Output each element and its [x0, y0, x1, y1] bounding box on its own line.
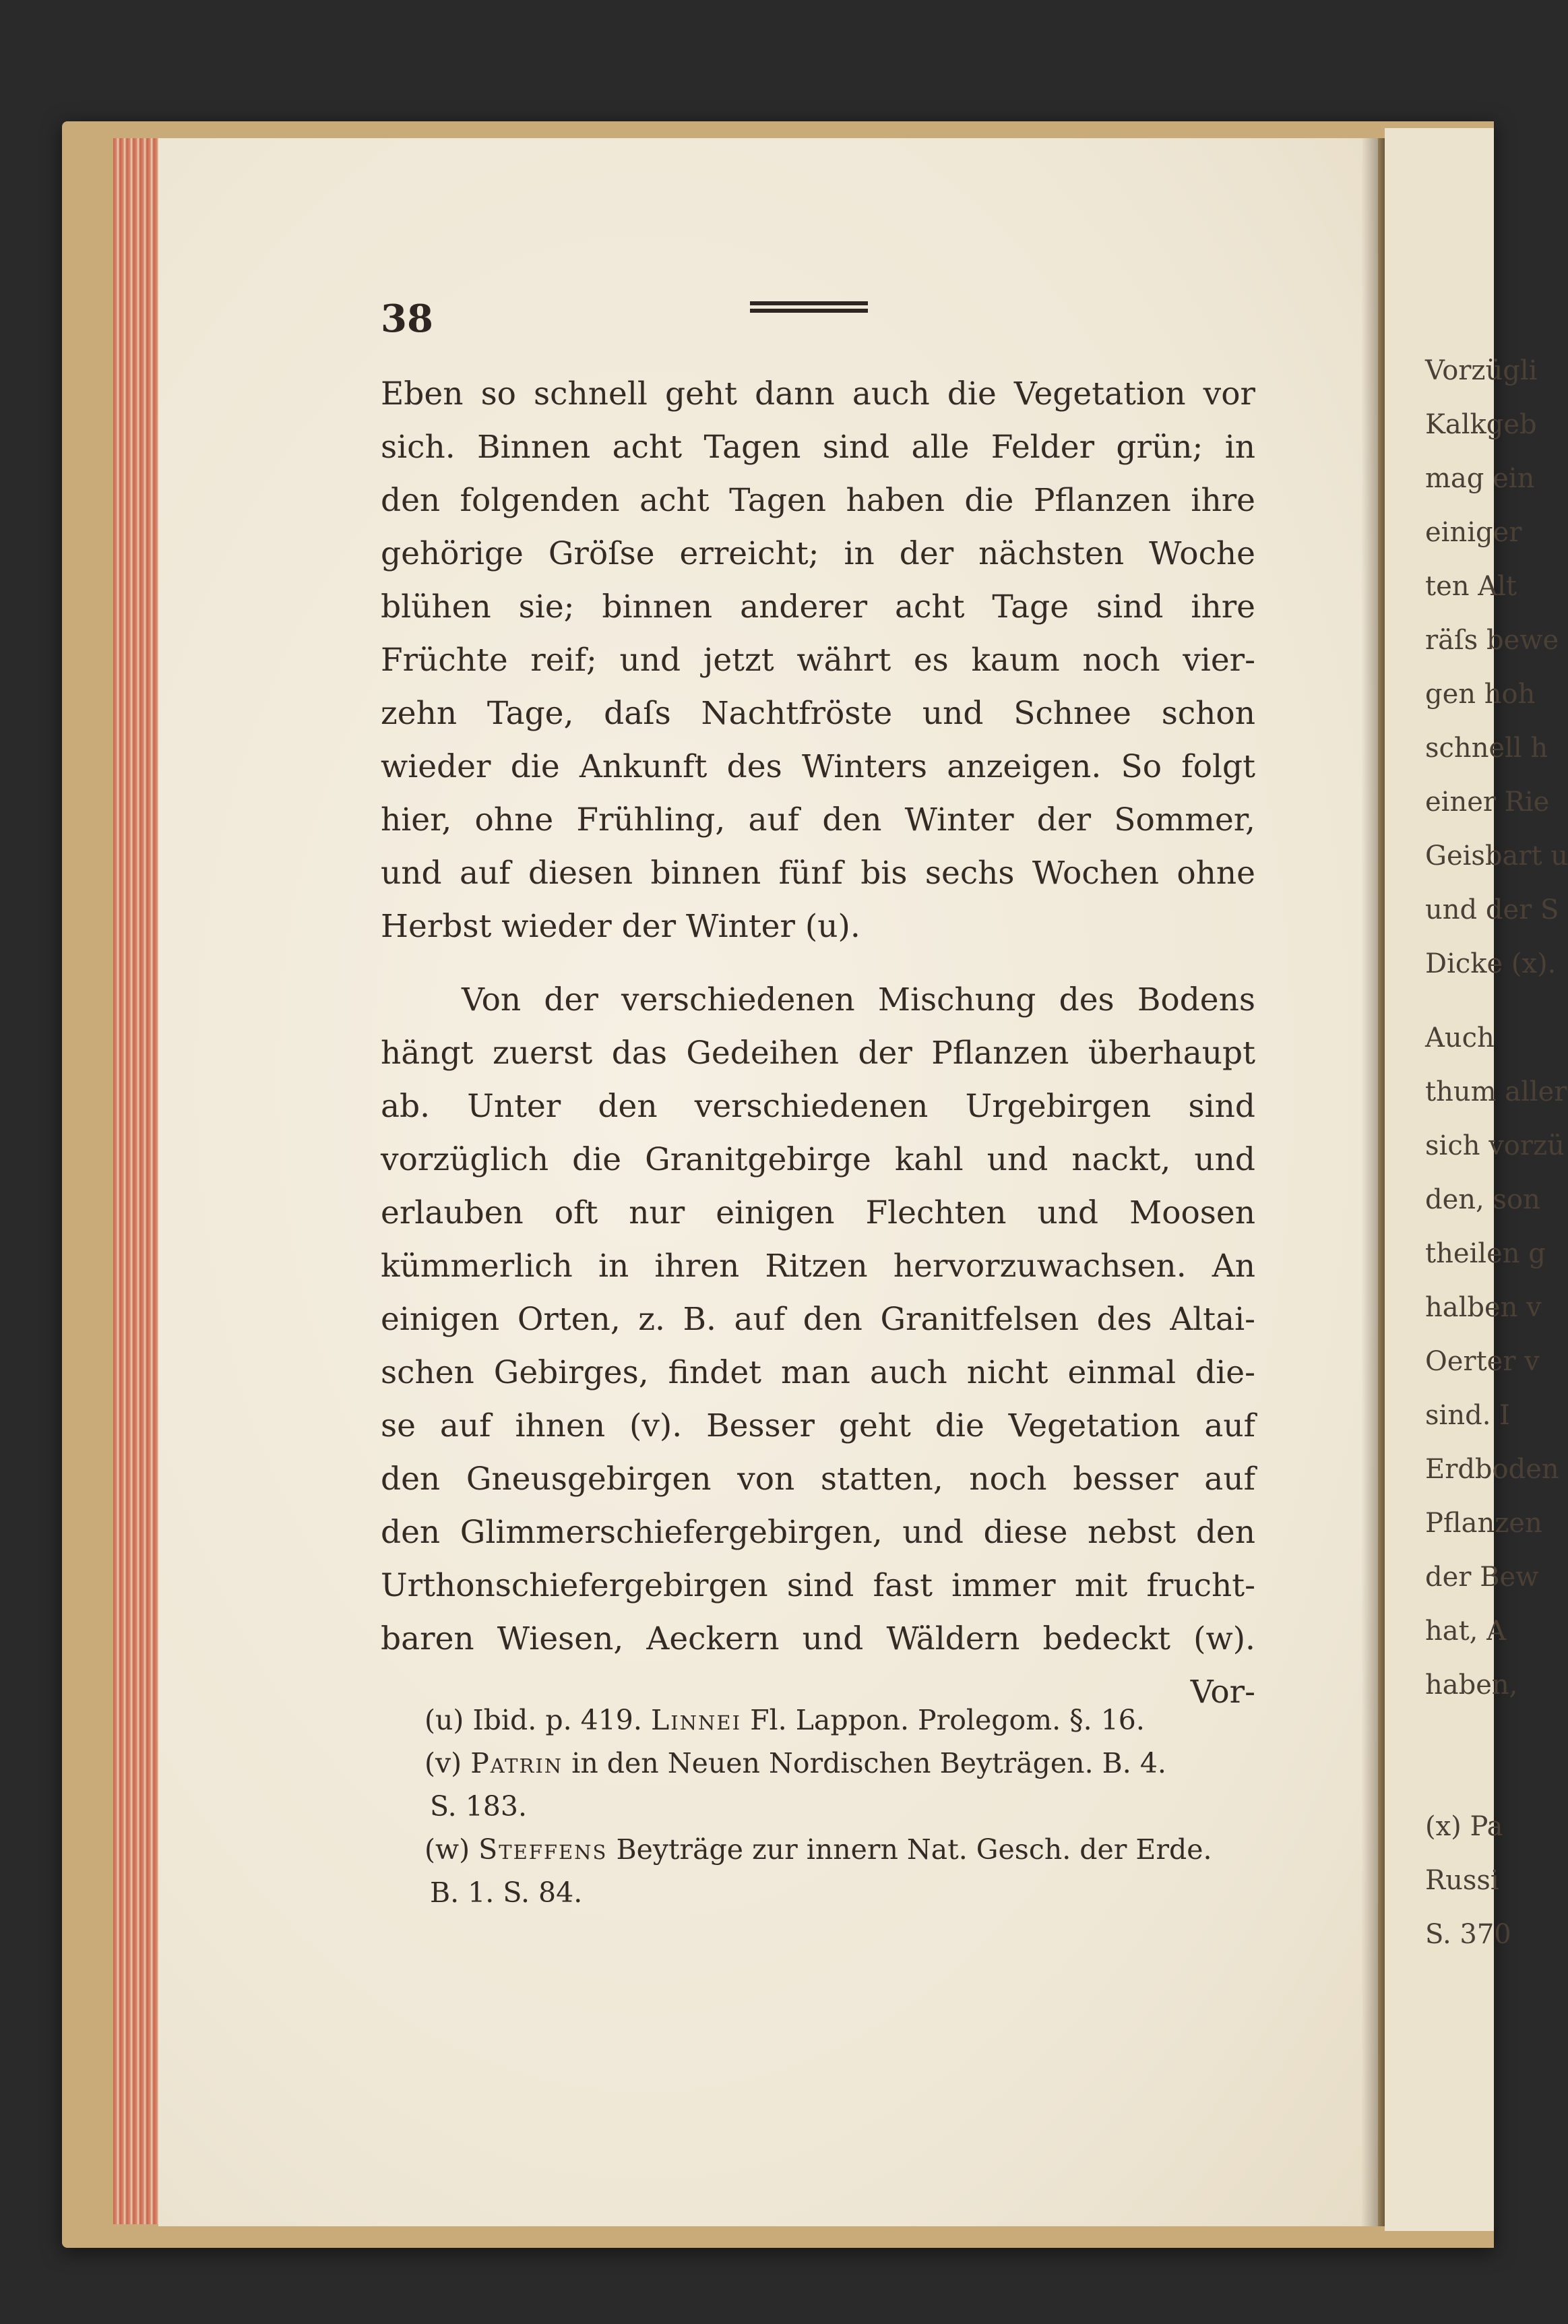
text-line: den Gneusgebirgen von statten, noch besser auf	[381, 1461, 1255, 1498]
footnote-author: Steffens	[478, 1833, 608, 1866]
text-line: ab. Unter den verschiedenen Urgebirgen sind	[381, 1088, 1255, 1125]
text-line: hängt zuerst das Gedeihen der Pflanzen überhaupt	[381, 1035, 1255, 1072]
text-line: den Glimmerschiefergebirgen, und diese nebst den	[381, 1514, 1255, 1551]
footnote-text: Ibid. p. 419.	[472, 1704, 642, 1736]
footnote-mark: (u)	[425, 1704, 464, 1736]
book-gutter	[1361, 138, 1388, 2226]
footnote-w-cont: B. 1. S. 84.	[430, 1876, 583, 1909]
footnote-mark: (v)	[425, 1747, 462, 1779]
text-line: kümmerlich in ihren Ritzen hervorzuwachsen. An	[381, 1248, 1255, 1285]
text-line: den folgenden acht Tagen haben die Pflanzen ihre	[381, 482, 1255, 519]
facing-line: und der S	[1425, 894, 1559, 925]
facing-line: einiger	[1425, 517, 1522, 548]
facing-line: hat, A	[1425, 1616, 1506, 1647]
text-line: schen Gebirges, findet man auch nicht einmal die-	[381, 1354, 1255, 1391]
footnote-w	[425, 1828, 1257, 1871]
text-line: einigen Orten, z. B. auf den Granitfelsen des Altai-	[381, 1301, 1255, 1338]
body-text	[381, 367, 1255, 1719]
footnote-author: Patrin	[470, 1747, 563, 1779]
facing-line: Pflanzen	[1425, 1508, 1542, 1539]
facing-line: haben,	[1425, 1670, 1518, 1701]
facing-line: Kalkgeb	[1425, 409, 1537, 440]
text-line: se auf ihnen (v). Besser geht die Vegetation auf	[381, 1407, 1255, 1444]
footnote-text: Beyträge zur innern Nat. Gesch. der Erde.	[616, 1833, 1212, 1866]
footnote-mark: (w)	[425, 1833, 470, 1866]
facing-line: Russi	[1425, 1865, 1499, 1896]
facing-line: Geisbart u	[1425, 840, 1568, 872]
text-line: Früchte reif; und jetzt währt es kaum noch vier-	[381, 642, 1255, 679]
text-line: sich. Binnen acht Tagen sind alle Felder grün; in	[381, 429, 1255, 466]
catchword: Vor-	[1190, 1674, 1255, 1711]
footnote-v-cont: S. 183.	[430, 1790, 527, 1823]
text-line: wieder die Ankunft des Winters anzeigen. So folgt	[381, 748, 1255, 785]
facing-line: ten Alt	[1425, 571, 1517, 602]
text-line: gehörige Gröſse erreicht; in der nächsten Woche	[381, 535, 1255, 572]
facing-line: halben v	[1425, 1292, 1542, 1323]
text-line: Herbst wieder der Winter (u).	[381, 908, 860, 945]
footnote-text: in den Neuen Nordischen Beyträgen. B. 4.	[571, 1747, 1166, 1779]
text-line: vorzüglich die Granitgebirge kahl und nackt, und	[381, 1141, 1255, 1178]
footnote-text: Fl. Lappon. Prolegom. §. 16.	[750, 1704, 1145, 1736]
text-line: Urthonschiefergebirgen sind fast immer mit frucht-	[381, 1567, 1255, 1604]
text-line: hier, ohne Frühling, auf den Winter der Sommer,	[381, 801, 1255, 838]
facing-page	[1385, 128, 1568, 2231]
footnotes	[425, 1699, 1257, 1914]
facing-line: Vorzügli	[1425, 355, 1538, 386]
header-rule	[750, 301, 868, 315]
facing-line: sind. I	[1425, 1400, 1510, 1431]
facing-line: gen hoh	[1425, 679, 1536, 710]
facing-line: sich vorzü	[1425, 1130, 1565, 1161]
facing-line: Dicke (x).	[1425, 948, 1557, 979]
text-line: Eben so schnell geht dann auch die Vegetation vor	[381, 375, 1255, 412]
facing-line: S. 370	[1425, 1919, 1511, 1950]
text-line: baren Wiesen, Aeckern und Wäldern bedeckt (w).	[381, 1620, 1255, 1657]
facing-line: theilen g	[1425, 1238, 1546, 1269]
text-line: und auf diesen binnen fünf bis sechs Wochen ohne	[381, 855, 1255, 892]
text-line: zehn Tage, daſs Nachtfröste und Schnee schon	[381, 695, 1255, 732]
facing-line: räſs bewe	[1425, 625, 1559, 656]
facing-line: Auch	[1425, 1022, 1495, 1053]
page-number: 38	[381, 297, 433, 341]
page-edges	[113, 138, 160, 2224]
facing-line: einer Rie	[1425, 787, 1550, 818]
facing-line: Oerter v	[1425, 1346, 1540, 1377]
facing-line: thum aller	[1425, 1076, 1567, 1107]
facing-line: der Bew	[1425, 1562, 1539, 1593]
footnote-author: Linnei	[650, 1704, 742, 1736]
footnote-v	[425, 1742, 1257, 1785]
facing-line: mag ein	[1425, 463, 1535, 494]
text-line: erlauben oft nur einigen Flechten und Moosen	[381, 1194, 1255, 1231]
facing-line: schnell h	[1425, 733, 1548, 764]
text-line: Von der verschiedenen Mischung des Bodens	[462, 981, 1255, 1018]
facing-line: (x) Pa	[1425, 1811, 1503, 1842]
facing-line: den, son	[1425, 1184, 1540, 1215]
footnote-u	[425, 1699, 1257, 1742]
text-line: blühen sie; binnen anderer acht Tage sind ihre	[381, 588, 1255, 625]
facing-line: Erdboden	[1425, 1454, 1559, 1485]
